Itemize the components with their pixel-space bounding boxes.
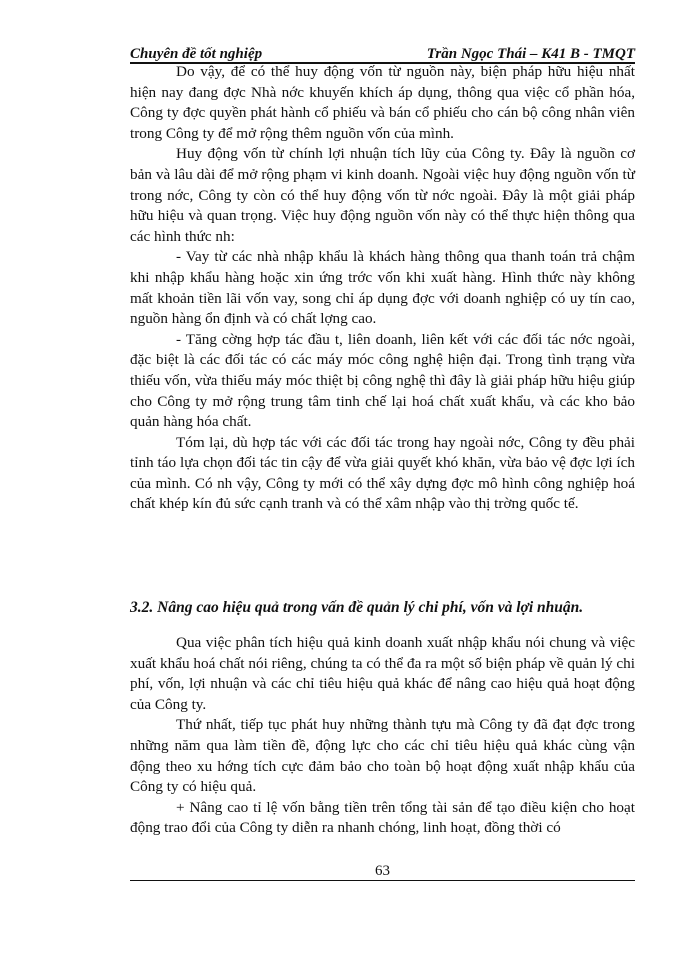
paragraph-first-measure: Thứ nhất, tiếp tục phát huy những thành tựu mà Công ty đã đạt đợc trong những năm qua làm tiền đề, động lực cho các chỉ tiêu hiệu quả khác cùng vận động theo xu hớng tích cực đảm bảo cho toàn bộ hoạt động xuất nhập khẩu của Công ty có hiệu quả. [130,716,635,796]
running-header [130,44,635,64]
paragraph-summary: Tóm lại, dù hợp tác với các đối tác trong hay ngoài nớc, Công ty đều phải tỉnh táo lựa chọn đối tác tin cậy để vừa giải quyết khó khăn, vừa bảo vệ đợc lợi ích của mình. Có nh vậy, Công ty mới có thể xây dựng đợc mô hình công nghiệp hoá chất khép kín đủ sức cạnh tranh và có thể xâm nhập vào thị trờng quốc tế. [130,433,635,513]
paragraph-analysis-intro: Qua việc phân tích hiệu quả kinh doanh xuất nhập khẩu nói chung và việc xuất khẩu hoá chất nói riêng, chúng ta có thể đa ra một số biện pháp về quản lý chi phí, vốn, lợi nhuận và các chỉ tiêu hiệu quả khác để nâng cao hiệu quả hoạt động của Công ty. [130,634,635,713]
header-document-type: Chuyên đề tốt nghiệp [130,46,263,62]
paragraph-importer-loans: - Vay từ các nhà nhập khẩu là khách hàng thông qua thanh toán trả chậm khi nhập khẩu hàng hoặc xin ứng trớc vốn khi xuất hàng. Hình thức này không mất khoản tiền lãi vốn vay, song chỉ áp dụng đợc với doanh nghiệp có uy tín cao, nguồn hàng ổn định và có chất lợng cao. [130,248,635,328]
section-body-text [130,633,635,839]
paragraph-foreign-cooperation: - Tăng cờng hợp tác đầu t, liên doanh, liên kết với các đối tác nớc ngoài, đặc biệt là các đối tác có các máy móc công nghệ hiện đại. Trong tình trạng vừa thiếu vốn, vừa thiếu máy móc thiệt bị công nghệ thì đây là giải pháp hữu hiệu giúp cho Công ty mở rộng trung tâm tinh chế lại hoá chất xuất khẩu, và các kho bảo quản hàng hóa chất. [130,330,635,431]
header-author: Trần Ngọc Thái – K41 B - TMQT [426,46,635,62]
page-number: 63 [375,863,390,879]
paragraph-retained-profit: Huy động vốn từ chính lợi nhuận tích lũy của Công ty. Đây là nguồn cơ bản và lâu dài để mở rộng phạm vi kinh doanh. Ngoài việc huy động nguồn vốn từ trong nớc, Công ty còn có thể huy động vốn từ nớc ngoài. Đây là một giải pháp hữu hiệu và quan trọng. Việc huy động nguồn vốn này có thể thực hiện thông qua các hình thức nh: [130,145,635,245]
paragraph-cash-ratio: + Nâng cao tỉ lệ vốn bằng tiền trên tổng tài sản để tạo điều kiện cho hoạt động trao đổi của Công ty diễn ra nhanh chóng, linh hoạt, đồng thời có [130,798,635,837]
paragraph-share-issuance: Do vậy, để có thể huy động vốn từ nguồn này, biện pháp hữu hiệu nhất hiện nay đang đợc Nhà nớc khuyến khích áp dụng, thông qua việc cổ phần hóa, Công ty đợc quyền phát hành cổ phiếu và bán cổ phiếu cho cán bộ công nhân viên trong Công ty để mở rộng thêm nguồn vốn của mình. [130,63,635,142]
footer-divider [130,880,635,881]
section-heading: 3.2. Nâng cao hiệu quả trong vấn đề quản lý chi phí, vốn và lợi nhuận. [130,599,584,616]
body-text [130,62,635,515]
